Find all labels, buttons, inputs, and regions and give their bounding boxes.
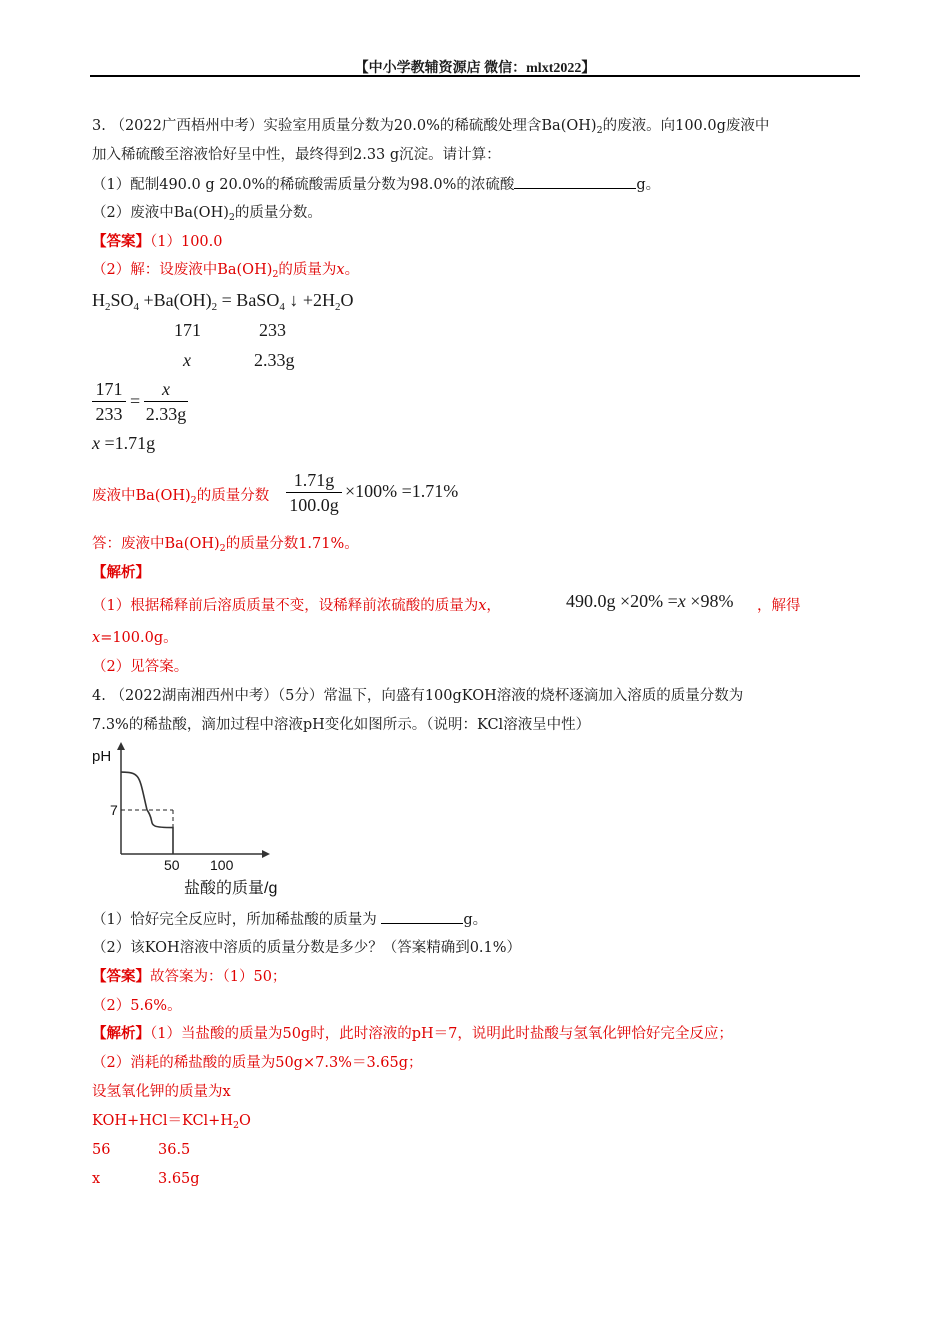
ratio-equals: = [130, 391, 141, 411]
q3-var1: x [183, 350, 191, 370]
q4-row2-a: x [92, 1171, 101, 1187]
q3-line2: 加入稀硫酸至溶液恰好呈中性，最终得到2.33 g沉淀。请计算： [92, 147, 501, 163]
y-axis-label: pH [92, 748, 112, 765]
q3-mw2: 233 [259, 320, 286, 340]
q3-analysis2: （2）见答案。 [92, 659, 189, 675]
q4-part2: （2）该KOH溶液中溶质的质量分数是多少？（答案精确到0.1%） [92, 940, 522, 956]
q4-answer1: 【答案】故答案为：（1）50； [92, 968, 287, 985]
q3-analysis1: （1）根据稀释前后溶质质量不变，设稀释前浓硫酸的质量为x， [92, 598, 501, 614]
q4-row1-b: 36.5 [158, 1142, 191, 1158]
answer-blank[interactable] [514, 174, 636, 189]
q3-answer1: 【答案】（1）100.0 [92, 233, 223, 250]
q3-mass2: 2.33g [254, 350, 295, 370]
q4-part1: （1）恰好完全反应时，所加稀盐酸的质量为 g。 [92, 909, 487, 930]
q3-analysis1-result: x=100.0g。 [92, 630, 178, 646]
q3-answer2: （2）解：设废液中$Ba(OH)_2$的质量为x。 [92, 262, 360, 280]
ph-chart [88, 740, 288, 900]
page-header: 【中小学教辅资源店 微信：mlxt2022】 [354, 61, 596, 76]
x-axis-arrow [262, 850, 270, 858]
q3-conclusion: 答：废液中$Ba(OH)_2$的质量分数1.71%。 [92, 536, 359, 554]
q4-row2-b: 3.65g [158, 1171, 200, 1187]
percent-result: ×100% =1.71% [345, 481, 459, 501]
ratio-fraction-1: 171 233 [92, 377, 126, 426]
q4-analysis1: 【解析】（1）当盐酸的质量为50g时，此时溶液的pH＝7，说明此时盐酸与氢氧化钾恰好完全反应； [92, 1025, 733, 1042]
ratio-fraction-2: x 2.33g [145, 379, 187, 424]
q3-result: x =1.71g [92, 433, 156, 453]
x-tick-label-50: 50 [164, 857, 180, 873]
answer-blank[interactable] [381, 909, 463, 924]
q4-analysis2: （2）消耗的稀盐酸的质量为50g×7.3%＝3.65g； [92, 1055, 423, 1071]
q3-equation: $H_2SO_4 +Ba(OH)_2$ = BaSO$_4$ ↓ $+2H_2O$ [92, 290, 354, 313]
q3-fraction-label: 废液中$Ba(OH)_2$的质量分数 [92, 488, 270, 506]
q4-line1: 4. （2022湖南湘西州中考）（5分）常温下，向盛有100gKOH溶液的烧杯逐滴加入溶质的质量分数为 [92, 688, 744, 704]
x-axis-label: 盐酸的质量/g [184, 880, 278, 897]
q3-analysis1-tail: ，解得 [757, 598, 801, 614]
q3-part2: （2）废液中$Ba(OH)_2$的质量分数。 [92, 205, 322, 223]
q3-part1: （1）配制490.0 g 20.0%的稀硫酸需质量分数为98.0%的浓硫酸 g。 [92, 174, 660, 195]
q3-analysis-math: 490.0g ×20% =x ×98% [566, 591, 734, 611]
y-axis-arrow [117, 742, 125, 750]
percent-fraction: 1.71g 100.0g [286, 468, 342, 517]
q4-row1-a: 56 [92, 1142, 111, 1158]
ph-curve [121, 772, 173, 854]
q4-line2: 7.3%的稀盐酸，滴加过程中溶液pH变化如图所示。（说明：KCl溶液呈中性） [92, 717, 591, 733]
x-tick-label-100: 100 [210, 857, 234, 873]
q4-analysis3: 设氢氧化钾的质量为x [92, 1084, 231, 1100]
q4-answer2: （2）5.6%。 [92, 998, 182, 1014]
q3-line1: 3. （2022广西梧州中考）实验室用质量分数为20.0%的稀硫酸处理含$Ba(OH)_2$的废液。向100.0g废液中 [92, 118, 770, 136]
y-tick-label: 7 [110, 802, 118, 818]
q3-analysis-label: 【解析】 [92, 564, 150, 581]
q4-equation: $KOH+HCl=KCl+H_2O$ [92, 1113, 251, 1131]
header-rule [90, 75, 860, 77]
q3-mw1: 171 [174, 320, 201, 340]
